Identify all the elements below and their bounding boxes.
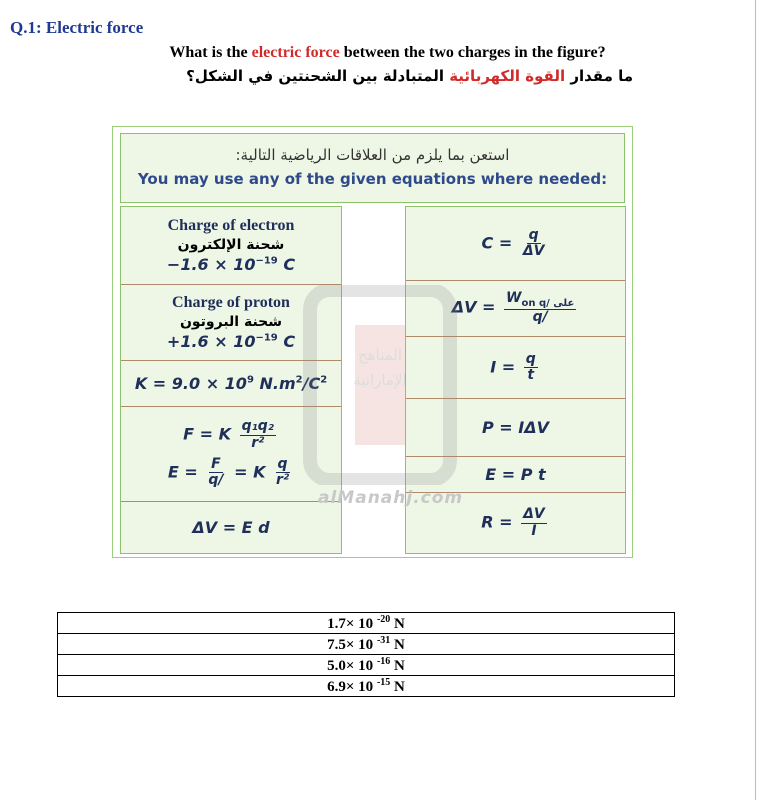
answer-row[interactable] xyxy=(58,613,675,634)
equations-header-ar: استعن بما يلزم من العلاقات الرياضية التالية: xyxy=(235,146,510,164)
coulomb-law xyxy=(183,419,279,451)
question-ar-highlight: القوة الكهربائية xyxy=(449,67,566,85)
potential-work-equation xyxy=(452,291,580,325)
power-equation: P = IΔV xyxy=(482,418,549,437)
answer-option-1[interactable] xyxy=(58,613,675,634)
field-numerator-1: F xyxy=(211,456,221,472)
answer-option-4[interactable] xyxy=(58,676,675,697)
electron-exponent: −19 xyxy=(255,255,278,267)
answer-option-2[interactable] xyxy=(58,634,675,655)
answer-3-base: 5.0× 10 xyxy=(327,657,377,674)
electron-unit: C xyxy=(277,255,296,274)
answer-1-base: 1.7× 10 xyxy=(327,615,377,632)
question-text-en xyxy=(0,44,775,62)
answer-4-base: 6.9× 10 xyxy=(327,678,377,695)
current-fraction xyxy=(524,352,538,384)
proton-mantissa: +1.6 × 10 xyxy=(166,332,256,351)
resistance-fraction xyxy=(521,507,547,539)
answer-2-unit: N xyxy=(390,636,405,653)
answer-2-exp: -31 xyxy=(376,634,391,646)
coulomb-lhs: F = K xyxy=(183,424,231,444)
coulomb-denominator: r² xyxy=(251,434,265,451)
answer-1-exp: -20 xyxy=(376,613,391,625)
field-lhs: E = xyxy=(167,462,198,482)
current-numerator: q xyxy=(525,350,536,367)
resistance-lhs: R = xyxy=(481,512,513,532)
coulomb-numerator: q₁q₂ xyxy=(241,418,274,435)
cap-fraction xyxy=(521,228,547,260)
k-unit-denominator: /C xyxy=(302,374,321,393)
proton-unit: C xyxy=(277,332,296,351)
capacitance-cell xyxy=(406,207,625,281)
cap-denominator: ΔV xyxy=(522,243,545,259)
k-mantissa: K = 9.0 × 10 xyxy=(134,374,247,393)
proton-value xyxy=(167,332,295,351)
answer-3-unit: N xyxy=(390,657,405,674)
answer-2-base: 7.5× 10 xyxy=(327,636,377,653)
equations-header xyxy=(120,133,625,203)
answer-option-3[interactable] xyxy=(58,655,675,676)
question-title: Q.1: Electric force xyxy=(10,18,144,37)
dv-subscript: on q/ xyxy=(521,298,550,310)
cap-numerator: q xyxy=(528,226,539,243)
answer-row[interactable] xyxy=(58,655,675,676)
field-mid: = K xyxy=(234,462,266,482)
current-equation xyxy=(490,352,541,384)
equations-header-en: You may use any of the given equations where needed: xyxy=(137,170,608,188)
capacitance-equation xyxy=(482,228,550,260)
electron-mantissa: −1.6 × 10 xyxy=(166,255,256,274)
current-lhs: I = xyxy=(490,357,516,376)
question-text-part: What is the xyxy=(169,44,252,61)
resistance-equation xyxy=(481,507,550,539)
cap-lhs: C = xyxy=(481,233,513,252)
coulomb-fraction xyxy=(240,419,276,451)
question-ar-part: ما مقدار xyxy=(565,67,633,85)
resistance-numerator: ΔV xyxy=(523,506,545,523)
field-denominator-2: r² xyxy=(276,472,290,489)
energy-equation: E = P t xyxy=(485,465,546,484)
dv-denominator: q/ xyxy=(532,309,548,326)
potential-field-equation: ΔV = E d xyxy=(192,518,270,537)
watermark-site: alManahj.com xyxy=(318,488,464,508)
answer-1-unit: N xyxy=(390,615,405,632)
answer-row[interactable] xyxy=(58,676,675,697)
k-exponent: 9 xyxy=(246,374,254,386)
answer-4-exp: -15 xyxy=(376,676,391,688)
proton-label: Charge of proton xyxy=(172,294,290,311)
answer-4-unit: N xyxy=(390,678,405,695)
question-ar-part: المتبادلة بين الشحنتين في الشكل؟ xyxy=(186,67,450,85)
question-highlight: electric force xyxy=(251,44,340,61)
dv-numerator xyxy=(504,291,576,310)
k-unit-denominator-exponent: 2 xyxy=(320,374,328,386)
answer-3-exp: -16 xyxy=(376,655,391,667)
proton-exponent: −19 xyxy=(255,332,278,344)
current-denominator: t xyxy=(527,367,535,383)
dv-lhs: ΔV = xyxy=(451,298,496,317)
dv-work: W xyxy=(506,290,522,307)
watermark-ar-line1: المناهج xyxy=(357,346,403,364)
electric-field-equation xyxy=(168,457,294,489)
watermark-logo xyxy=(300,285,460,485)
watermark-ar-line2: الإماراتية xyxy=(353,371,407,389)
resistance-denominator: I xyxy=(531,522,537,539)
field-fraction-1 xyxy=(206,457,225,489)
answer-options-table xyxy=(57,612,675,697)
field-denominator-1: q/ xyxy=(208,472,224,489)
proton-label-ar: شحنة البروتون xyxy=(179,314,283,330)
k-unit: N.m xyxy=(253,374,296,393)
electron-label: Charge of electron xyxy=(167,217,295,234)
field-fraction-2 xyxy=(274,457,291,489)
dv-subscript-ar: على xyxy=(553,298,575,310)
k-unit-exponent: 2 xyxy=(295,374,303,386)
question-text-ar xyxy=(186,67,633,85)
dv-ed-cell xyxy=(121,501,341,553)
electron-value xyxy=(167,255,295,274)
answer-row[interactable] xyxy=(58,634,675,655)
dv-fraction xyxy=(504,291,576,325)
page-edge xyxy=(755,0,756,800)
electron-charge-cell xyxy=(121,207,341,285)
coulomb-constant xyxy=(135,374,327,393)
question-text-part: between the two charges in the figure? xyxy=(339,44,606,61)
field-numerator-2: q xyxy=(277,456,288,472)
electron-label-ar: شحنة الإلكترون xyxy=(177,237,285,253)
